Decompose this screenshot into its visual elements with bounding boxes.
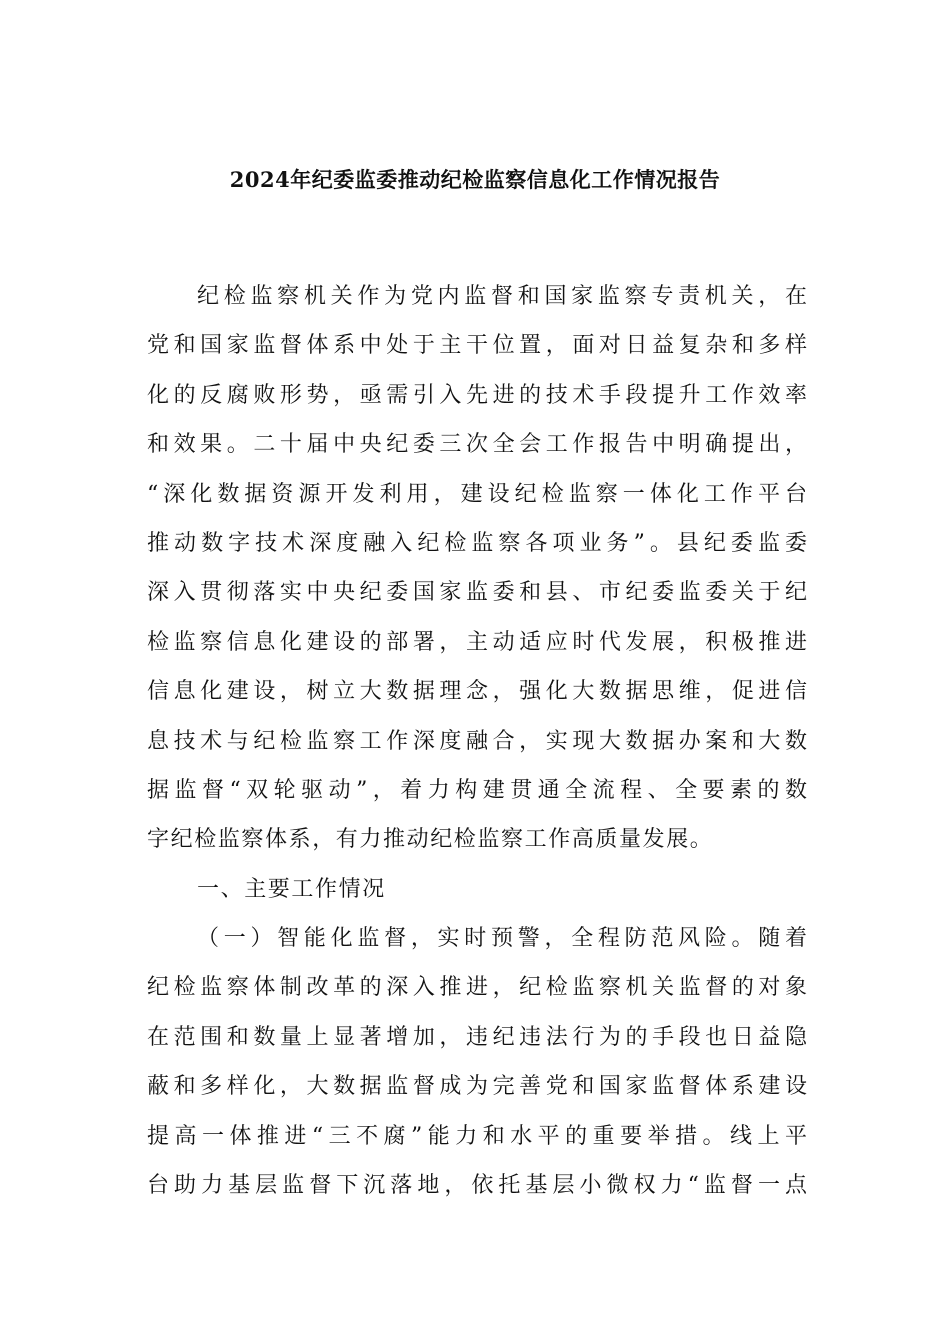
- subsection-heading-line: （一）智能化监督，实时预警，全程防范风险。随着: [197, 926, 807, 952]
- paragraph-line: 党和国家监督体系中处于主干位置，面对日益复杂和多样: [147, 333, 807, 359]
- paragraph-line: 深入贯彻落实中央纪委国家监委和县、市纪委监委关于纪: [147, 580, 807, 606]
- section-heading: 一、主要工作情况: [197, 876, 386, 902]
- paragraph-line: 信息化建设，树立大数据理念，强化大数据思维，促进信: [147, 679, 807, 705]
- paragraph-line: 和效果。二十届中央纪委三次全会工作报告中明确提出，: [147, 432, 807, 458]
- paragraph-line: 提高一体推进“三不腐”能力和水平的重要举措。线上平: [147, 1123, 807, 1149]
- paragraph-line: “深化数据资源开发利用，建设纪检监察一体化工作平台: [147, 481, 807, 507]
- paragraph-line: 字纪检监察体系，有力推动纪检监察工作高质量发展。: [147, 827, 714, 853]
- paragraph-line: 推动数字技术深度融入纪检监察各项业务”。县纪委监委: [147, 530, 807, 556]
- document-title: 2024年纪委监委推动纪检监察信息化工作情况报告: [229, 167, 721, 192]
- paragraph-line: 蔽和多样化，大数据监督成为完善党和国家监督体系建设: [147, 1074, 807, 1100]
- paragraph-line: 检监察信息化建设的部署，主动适应时代发展，积极推进: [147, 629, 807, 655]
- paragraph-line: 纪检监察机关作为党内监督和国家监察专责机关，在: [197, 284, 807, 309]
- paragraph-line: 台助力基层监督下沉落地，依托基层小微权力“监督一点: [147, 1173, 807, 1199]
- paragraph-line: 纪检监察体制改革的深入推进，纪检监察机关监督的对象: [147, 975, 807, 1001]
- paragraph-line: 据监督“双轮驱动”，着力构建贯通全流程、全要素的数: [147, 777, 807, 803]
- paragraph-line: 息技术与纪检监察工作深度融合，实现大数据办案和大数: [147, 728, 807, 754]
- paragraph-line: 在范围和数量上显著增加，违纪违法行为的手段也日益隐: [147, 1024, 807, 1050]
- document-body: [147, 272, 807, 1210]
- paragraph-line: 化的反腐败形势，亟需引入先进的技术手段提升工作效率: [147, 382, 807, 408]
